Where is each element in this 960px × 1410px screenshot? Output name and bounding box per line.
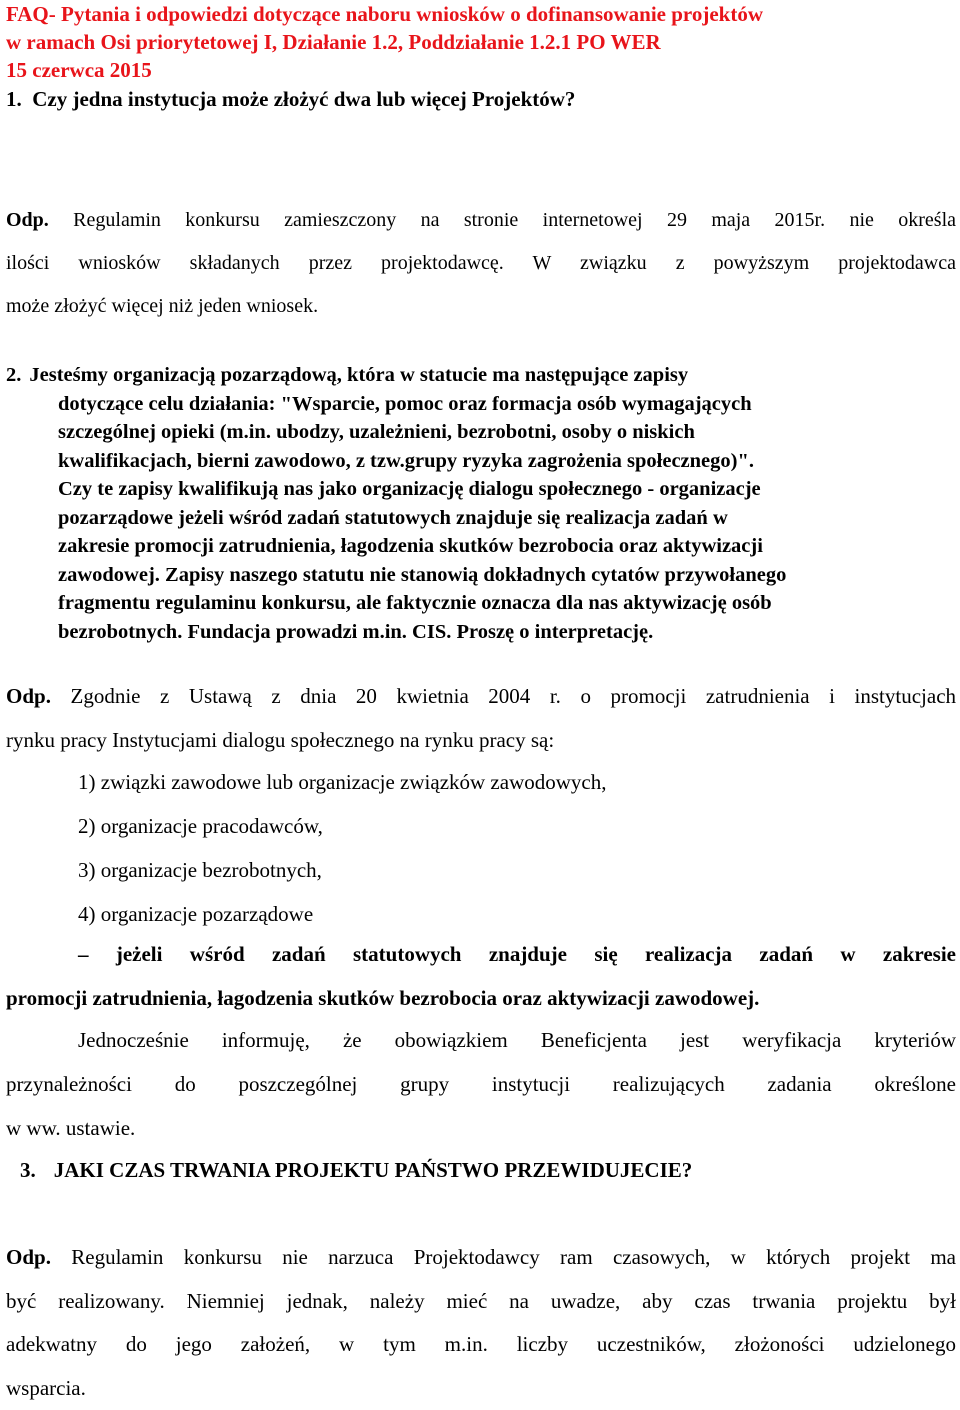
info-line-2: przynależności do poszczególnej grupy instytucji realizujących zadania określone bbox=[6, 1062, 956, 1106]
list-item: 1) związki zawodowe lub organizacje związków zawodowych, bbox=[78, 760, 606, 804]
info-line-1: Jednocześnie informuję, że obowiązkiem Beneficjenta jest weryfikacja kryteriów bbox=[6, 1018, 956, 1062]
answer-2-line-2: rynku pracy Instytucjami dialogu społecznego na rynku pracy są: bbox=[6, 718, 956, 762]
answer-1-label: Odp. bbox=[6, 209, 49, 231]
question-1 bbox=[6, 85, 575, 114]
title-line-1: FAQ- Pytania i odpowiedzi dotyczące naboru wniosków o dofinansowanie projektów bbox=[6, 0, 956, 28]
question-3 bbox=[20, 1152, 692, 1188]
question-2-line-3: szczególnej opieki (m.in. ubodzy, uzależnieni, bezrobotni, osoby o niskich bbox=[6, 418, 956, 447]
question-2-line-4: kwalifikacjach, bierni zawodowo, z tzw.grupy ryzyka zagrożenia społecznego)". bbox=[6, 447, 956, 476]
document-date: 15 czerwca 2015 bbox=[6, 56, 956, 84]
list-item: 2) organizacje pracodawców, bbox=[78, 804, 606, 848]
document-title bbox=[6, 0, 956, 84]
question-1-number: 1. bbox=[6, 87, 22, 111]
answer-3-label: Odp. bbox=[6, 1245, 51, 1269]
answer-2-label: Odp. bbox=[6, 684, 51, 708]
answer-3-line-1: Regulamin konkursu nie narzuca Projektodawcy ram czasowych, w których projekt ma bbox=[71, 1245, 956, 1269]
list-item: 4) organizacje pozarządowe bbox=[78, 892, 606, 936]
question-3-number: 3. bbox=[20, 1158, 36, 1182]
answer-1-line-3: może złożyć więcej niż jeden wniosek. bbox=[6, 285, 956, 328]
info-line-3: w ww. ustawie. bbox=[6, 1106, 956, 1150]
info-paragraph bbox=[6, 1018, 956, 1150]
question-3-text: JAKI CZAS TRWANIA PROJEKTU PAŃSTWO PRZEWIDUJECIE? bbox=[54, 1158, 693, 1182]
condition-line-2: promocji zatrudnienia, łagodzenia skutków bezrobocia oraz aktywizacji zawodowej. bbox=[6, 976, 956, 1020]
list-item: 3) organizacje bezrobotnych, bbox=[78, 848, 606, 892]
condition-line-1: – jeżeli wśród zadań statutowych znajduje się realizacja zadań w zakresie bbox=[6, 932, 956, 976]
answer-1-line-1: Regulamin konkursu zamieszczony na stronie internetowej 29 maja 2015r. nie określa bbox=[73, 209, 956, 231]
question-2-number: 2. bbox=[6, 364, 21, 386]
question-2-line-10: bezrobotnych. Fundacja prowadzi m.in. CIS. Proszę o interpretację. bbox=[6, 618, 956, 647]
institution-list bbox=[78, 760, 606, 936]
question-2 bbox=[6, 361, 956, 646]
answer-3-line-4: wsparcia. bbox=[6, 1367, 956, 1410]
answer-2-line-1: Zgodnie z Ustawą z dnia 20 kwietnia 2004 r. o promocji zatrudnienia i instytucjach bbox=[71, 684, 957, 708]
question-2-line-1: Jesteśmy organizacją pozarządową, która w statucie ma następujące zapisy bbox=[29, 364, 688, 386]
question-2-line-9: fragmentu regulaminu konkursu, ale faktycznie oznacza dla nas aktywizację osób bbox=[6, 589, 956, 618]
answer-3-line-2: być realizowany. Niemniej jednak, należy mieć na uwadze, aby czas trwania projektu był bbox=[6, 1280, 956, 1324]
answer-1-line-2: ilości wniosków składanych przez projektodawcę. W związku z powyższym projektodawca bbox=[6, 242, 956, 285]
question-2-line-6: pozarządowe jeżeli wśród zadań statutowych znajduje się realizacja zadań w bbox=[6, 504, 956, 533]
title-line-2: w ramach Osi priorytetowej I, Działanie 1.2, Poddziałanie 1.2.1 PO WER bbox=[6, 28, 956, 56]
document-page bbox=[6, 0, 956, 84]
question-2-line-5: Czy te zapisy kwalifikują nas jako organizację dialogu społecznego - organizacje bbox=[6, 475, 956, 504]
answer-1 bbox=[6, 199, 956, 328]
answer-2 bbox=[6, 674, 956, 762]
answer-3-line-3: adekwatny do jego założeń, w tym m.in. liczby uczestników, złożoności udzielonego bbox=[6, 1323, 956, 1367]
condition-paragraph bbox=[6, 932, 956, 1020]
question-2-line-8: zawodowej. Zapisy naszego statutu nie stanowią dokładnych cytatów przywołanego bbox=[6, 561, 956, 590]
question-2-line-7: zakresie promocji zatrudnienia, łagodzenia skutków bezrobocia oraz aktywizacji bbox=[6, 532, 956, 561]
question-2-line-2: dotyczące celu działania: "Wsparcie, pomoc oraz formacja osób wymagających bbox=[6, 390, 956, 419]
answer-3 bbox=[6, 1236, 956, 1410]
question-1-text: Czy jedna instytucja może złożyć dwa lub więcej Projektów? bbox=[32, 87, 575, 111]
